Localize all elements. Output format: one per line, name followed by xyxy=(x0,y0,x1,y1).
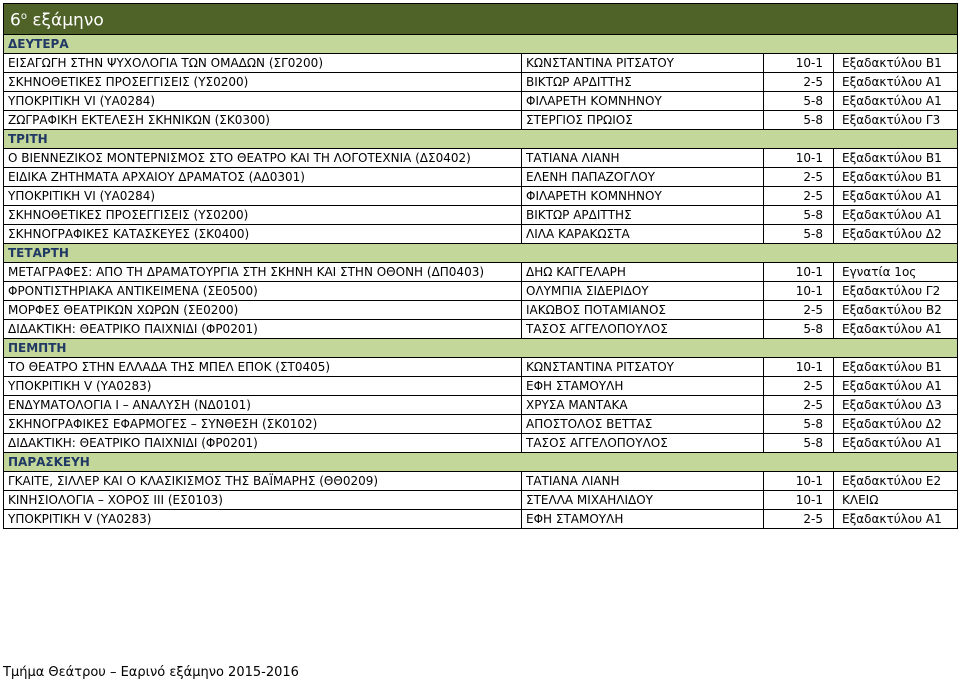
course-cell: ΕΝΔΥΜΑΤΟΛΟΓΙΑ Ι – ΑΝΑΛΥΣΗ (ΝΔ0101) xyxy=(4,395,522,414)
time-cell: 10-1 xyxy=(764,262,834,281)
course-cell: ΥΠΟΚΡΙΤΙΚΗ V (ΥΑ0283) xyxy=(4,509,522,528)
course-cell: ΚΙΝΗΣΙΟΛΟΓΙΑ – ΧΟΡΟΣ ΙΙΙ (ΕΣ0103) xyxy=(4,490,522,509)
table-row xyxy=(4,395,958,414)
room-cell: Εξαδακτύλου Α1 xyxy=(834,72,958,91)
room-cell: Εξαδακτύλου Β1 xyxy=(834,53,958,72)
course-cell: ΥΠΟΚΡΙΤΙΚΗ VI (ΥΑ0284) xyxy=(4,186,522,205)
instructor-cell: ΙΑΚΩΒΟΣ ΠΟΤΑΜΙΑΝΟΣ xyxy=(522,300,764,319)
day-name: ΤΕΤΑΡΤΗ xyxy=(4,243,958,262)
course-cell: ΕΙΔΙΚΑ ΖΗΤΗΜΑΤΑ ΑΡΧΑΙΟΥ ΔΡΑΜΑΤΟΣ (ΑΔ0301) xyxy=(4,167,522,186)
course-cell: ΤΟ ΘΕΑΤΡΟ ΣΤΗΝ ΕΛΛΑΔΑ ΤΗΣ ΜΠΕΛ ΕΠΟΚ (ΣΤ0405) xyxy=(4,357,522,376)
time-cell: 10-1 xyxy=(764,490,834,509)
time-cell: 5-8 xyxy=(764,433,834,452)
day-header-row xyxy=(4,338,958,357)
table-row xyxy=(4,319,958,338)
instructor-cell: ΤΑΤΙΑΝΑ ΛΙΑΝΗ xyxy=(522,471,764,490)
instructor-cell: ΔΗΩ ΚΑΓΓΕΛΑΡΗ xyxy=(522,262,764,281)
room-cell: Εξαδακτύλου Α1 xyxy=(834,319,958,338)
instructor-cell: ΦΙΛΑΡΕΤΗ ΚΟΜΝΗΝΟΥ xyxy=(522,91,764,110)
time-cell: 2-5 xyxy=(764,509,834,528)
time-cell: 10-1 xyxy=(764,281,834,300)
table-row xyxy=(4,224,958,243)
room-cell: Εξαδακτύλου Γ3 xyxy=(834,110,958,129)
time-cell: 10-1 xyxy=(764,357,834,376)
instructor-cell: ΒΙΚΤΩΡ ΑΡΔΙΤΤΗΣ xyxy=(522,205,764,224)
room-cell: Εγνατία 1ος xyxy=(834,262,958,281)
room-cell: Εξαδακτύλου Δ2 xyxy=(834,224,958,243)
time-cell: 5-8 xyxy=(764,205,834,224)
course-cell: ΣΚΗΝΟΓΡΑΦΙΚΕΣ ΚΑΤΑΣΚΕΥΕΣ (ΣΚ0400) xyxy=(4,224,522,243)
course-cell: ΜΟΡΦΕΣ ΘΕΑΤΡΙΚΩΝ ΧΩΡΩΝ (ΣΕ0200) xyxy=(4,300,522,319)
course-cell: ΔΙΔΑΚΤΙΚΗ: ΘΕΑΤΡΙΚΟ ΠΑΙΧΝΙΔΙ (ΦΡ0201) xyxy=(4,433,522,452)
day-name: ΠΕΜΠΤΗ xyxy=(4,338,958,357)
time-cell: 2-5 xyxy=(764,376,834,395)
time-cell: 10-1 xyxy=(764,53,834,72)
course-cell: ΜΕΤΑΓΡΑΦΕΣ: ΑΠΟ ΤΗ ΔΡΑΜΑΤΟΥΡΓΙΑ ΣΤΗ ΣΚΗΝΗ ΚΑΙ ΣΤΗΝ ΟΘΟΝΗ (ΔΠ0403) xyxy=(4,262,522,281)
room-cell: Εξαδακτύλου Ε2 xyxy=(834,471,958,490)
time-cell: 2-5 xyxy=(764,395,834,414)
table-row xyxy=(4,167,958,186)
schedule-table xyxy=(3,3,958,529)
instructor-cell: ΕΦΗ ΣΤΑΜΟΥΛΗ xyxy=(522,376,764,395)
instructor-cell: ΤΑΣΟΣ ΑΓΓΕΛΟΠΟΥΛΟΣ xyxy=(522,433,764,452)
room-cell: Εξαδακτύλου Α1 xyxy=(834,509,958,528)
time-cell: 2-5 xyxy=(764,186,834,205)
day-header-row xyxy=(4,243,958,262)
day-name: ΤΡΙΤΗ xyxy=(4,129,958,148)
table-row xyxy=(4,357,958,376)
room-cell: Εξαδακτύλου Δ2 xyxy=(834,414,958,433)
time-cell: 5-8 xyxy=(764,414,834,433)
course-cell: ΥΠΟΚΡΙΤΙΚΗ V (ΥΑ0283) xyxy=(4,376,522,395)
table-row xyxy=(4,91,958,110)
time-cell: 10-1 xyxy=(764,148,834,167)
table-row xyxy=(4,110,958,129)
room-cell: Εξαδακτύλου Β1 xyxy=(834,148,958,167)
table-row xyxy=(4,376,958,395)
room-cell: Εξαδακτύλου Γ2 xyxy=(834,281,958,300)
day-name: ΔΕΥΤΕΡΑ xyxy=(4,34,958,53)
room-cell: Εξαδακτύλου Β2 xyxy=(834,300,958,319)
course-cell: ΔΙΔΑΚΤΙΚΗ: ΘΕΑΤΡΙΚΟ ΠΑΙΧΝΙΔΙ (ΦΡ0201) xyxy=(4,319,522,338)
instructor-cell: ΛΙΛΑ ΚΑΡΑΚΩΣΤΑ xyxy=(522,224,764,243)
course-cell: ΕΙΣΑΓΩΓΗ ΣΤΗΝ ΨΥΧΟΛΟΓΙΑ ΤΩΝ ΟΜΑΔΩΝ (ΣΓ0200) xyxy=(4,53,522,72)
semester-title xyxy=(4,4,958,35)
room-cell: ΚΛΕΙΩ xyxy=(834,490,958,509)
day-name: ΠΑΡΑΣΚΕΥΗ xyxy=(4,452,958,471)
course-cell: ΖΩΓΡΑΦΙΚΗ ΕΚΤΕΛΕΣΗ ΣΚΗΝΙΚΩΝ (ΣΚ0300) xyxy=(4,110,522,129)
room-cell: Εξαδακτύλου Α1 xyxy=(834,91,958,110)
semester-word: εξάμηνο xyxy=(32,10,104,31)
table-row xyxy=(4,53,958,72)
page-footer: Τμήμα Θεάτρου – Εαρινό εξάμηνο 2015-2016 xyxy=(3,665,299,680)
table-row xyxy=(4,205,958,224)
instructor-cell: ΟΛΥΜΠΙΑ ΣΙΔΕΡΙΔΟΥ xyxy=(522,281,764,300)
room-cell: Εξαδακτύλου Δ3 xyxy=(834,395,958,414)
time-cell: 5-8 xyxy=(764,224,834,243)
semester-suffix: ο xyxy=(20,11,27,22)
time-cell: 5-8 xyxy=(764,91,834,110)
course-cell: ΥΠΟΚΡΙΤΙΚΗ VI (ΥΑ0284) xyxy=(4,91,522,110)
room-cell: Εξαδακτύλου Α1 xyxy=(834,376,958,395)
table-row xyxy=(4,433,958,452)
instructor-cell: ΚΩΝΣΤΑΝΤΙΝΑ ΡΙΤΣΑΤΟΥ xyxy=(522,53,764,72)
instructor-cell: ΧΡΥΣΑ ΜΑΝΤΑΚΑ xyxy=(522,395,764,414)
table-row xyxy=(4,471,958,490)
time-cell: 2-5 xyxy=(764,72,834,91)
time-cell: 5-8 xyxy=(764,319,834,338)
room-cell: Εξαδακτύλου Β1 xyxy=(834,167,958,186)
instructor-cell: ΕΛΕΝΗ ΠΑΠΑΖΟΓΛΟΥ xyxy=(522,167,764,186)
table-row xyxy=(4,281,958,300)
instructor-cell: ΒΙΚΤΩΡ ΑΡΔΙΤΤΗΣ xyxy=(522,72,764,91)
time-cell: 2-5 xyxy=(764,300,834,319)
table-row xyxy=(4,490,958,509)
schedule-body xyxy=(4,4,958,529)
room-cell: Εξαδακτύλου Α1 xyxy=(834,205,958,224)
course-cell: Ο ΒΙΕΝΝΕΖΙΚΟΣ ΜΟΝΤΕΡΝΙΣΜΟΣ ΣΤΟ ΘΕΑΤΡΟ ΚΑΙ ΤΗ ΛΟΓΟΤΕΧΝΙΑ (ΔΣ0402) xyxy=(4,148,522,167)
course-cell: ΣΚΗΝΟΘΕΤΙΚΕΣ ΠΡΟΣΕΓΓΙΣΕΙΣ (ΥΣ0200) xyxy=(4,205,522,224)
time-cell: 5-8 xyxy=(764,110,834,129)
table-row xyxy=(4,148,958,167)
instructor-cell: ΤΑΤΙΑΝΑ ΛΙΑΝΗ xyxy=(522,148,764,167)
course-cell: ΣΚΗΝΟΓΡΑΦΙΚΕΣ ΕΦΑΡΜΟΓΕΣ – ΣΥΝΘΕΣΗ (ΣΚ0102) xyxy=(4,414,522,433)
room-cell: Εξαδακτύλου Α1 xyxy=(834,433,958,452)
day-header-row xyxy=(4,452,958,471)
instructor-cell: ΕΦΗ ΣΤΑΜΟΥΛΗ xyxy=(522,509,764,528)
course-cell: ΣΚΗΝΟΘΕΤΙΚΕΣ ΠΡΟΣΕΓΓΙΣΕΙΣ (ΥΣ0200) xyxy=(4,72,522,91)
day-header-row xyxy=(4,34,958,53)
instructor-cell: ΤΑΣΟΣ ΑΓΓΕΛΟΠΟΥΛΟΣ xyxy=(522,319,764,338)
table-row xyxy=(4,72,958,91)
time-cell: 2-5 xyxy=(764,167,834,186)
table-row xyxy=(4,262,958,281)
time-cell: 10-1 xyxy=(764,471,834,490)
room-cell: Εξαδακτύλου Β1 xyxy=(834,357,958,376)
instructor-cell: ΦΙΛΑΡΕΤΗ ΚΟΜΝΗΝΟΥ xyxy=(522,186,764,205)
table-row xyxy=(4,300,958,319)
instructor-cell: ΣΤΕΡΓΙΟΣ ΠΡΩΙΟΣ xyxy=(522,110,764,129)
course-cell: ΓΚΑΙΤΕ, ΣΙΛΛΕΡ ΚΑΙ Ο ΚΛΑΣΙΚΙΣΜΟΣ ΤΗΣ ΒΑΪΜΑΡΗΣ (ΘΘ0209) xyxy=(4,471,522,490)
semester-title-row xyxy=(4,4,958,35)
semester-number: 6 xyxy=(10,10,21,31)
table-row xyxy=(4,186,958,205)
room-cell: Εξαδακτύλου Α1 xyxy=(834,186,958,205)
instructor-cell: ΑΠΟΣΤΟΛΟΣ ΒΕΤΤΑΣ xyxy=(522,414,764,433)
table-row xyxy=(4,414,958,433)
day-header-row xyxy=(4,129,958,148)
instructor-cell: ΣΤΕΛΛΑ ΜΙΧΑΗΛΙΔΟΥ xyxy=(522,490,764,509)
course-cell: ΦΡΟΝΤΙΣΤΗΡΙΑΚΑ ΑΝΤΙΚΕΙΜΕΝΑ (ΣΕ0500) xyxy=(4,281,522,300)
instructor-cell: ΚΩΝΣΤΑΝΤΙΝΑ ΡΙΤΣΑΤΟΥ xyxy=(522,357,764,376)
table-row xyxy=(4,509,958,528)
